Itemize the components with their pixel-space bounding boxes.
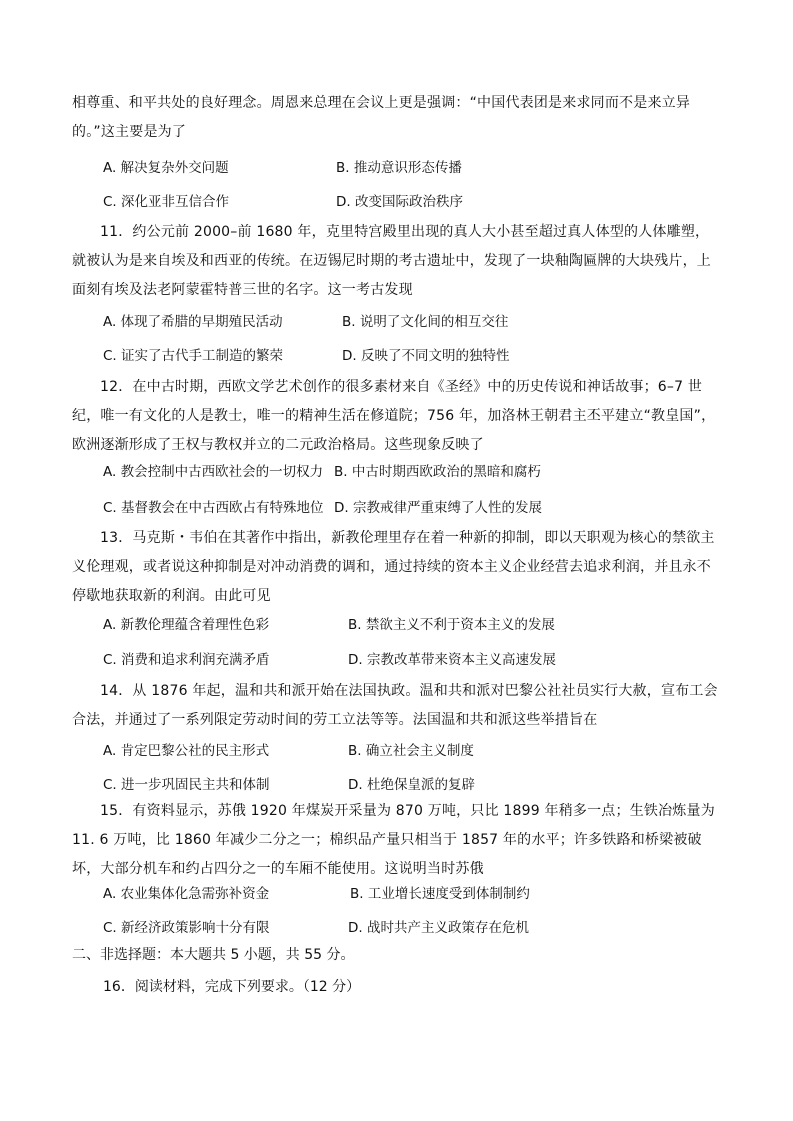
q15-option-d: D. 战时共产主义政策存在危机 bbox=[348, 920, 529, 936]
q12-option-b: B. 中古时期西欧政治的黑暗和腐朽 bbox=[334, 464, 541, 480]
q11-stem: 11．约公元前 2000–前 1680 年，克里特宫殿里出现的真人大小甚至超过真人体型的人体雕塑，就被认为是来自埃及和西亚的传统。在迈锡尼时期的考古遗址中，发现了一块釉陶匾牌的大块残片，上面刻有埃及法老阿蒙霍特普三世的名字。这一考古发现 bbox=[72, 224, 711, 298]
q12-option-a: A. 教会控制中古西欧社会的一切权力 bbox=[103, 464, 324, 480]
q12-option-c: C. 基督教会在中古西欧占有特殊地位 bbox=[103, 500, 324, 516]
q14-option-c: C. 进一步巩固民主共和体制 bbox=[103, 777, 270, 793]
q12-option-d: D. 宗教戒律严重束缚了人性的发展 bbox=[334, 500, 542, 516]
q12-stem: 12．在中古时期，西欧文学艺术创作的很多素材来自《圣经》中的历史传说和神话故事；6–7 世纪，唯一有文化的人是教士，唯一的精神生活在修道院；756 年，加洛林王朝君主丕平建立“教皇国”，欧洲逐渐形成了王权与教权并立的二元政治格局。这些现象反映了 bbox=[72, 379, 716, 453]
q11-option-b: B. 说明了文化间的相互交往 bbox=[342, 314, 509, 330]
q15-option-a: A. 农业集体化急需弥补资金 bbox=[103, 886, 270, 902]
q11-option-a: A. 体现了希腊的早期殖民活动 bbox=[103, 314, 283, 330]
q13-option-d: D. 宗教改革带来资本主义高速发展 bbox=[348, 652, 556, 668]
q10-stem: 相尊重、和平共处的良好理念。周恩来总理在会议上更是强调：“中国代表团是来求同而不是来立异的。”这主要是为了 bbox=[72, 95, 691, 140]
q11-option-c: C. 证实了古代手工制造的繁荣 bbox=[103, 348, 284, 364]
q14-option-a: A. 肯定巴黎公社的民主形式 bbox=[103, 743, 270, 759]
q13-option-c: C. 消费和追求利润充满矛盾 bbox=[103, 652, 270, 668]
q10-option-a: A. 解决复杂外交问题 bbox=[103, 160, 229, 176]
q14-option-b: B. 确立社会主义制度 bbox=[348, 743, 474, 759]
q15-stem: 15．有资料显示，苏俄 1920 年煤炭开采量为 870 万吨，只比 1899 年稍多一点；生铁冶炼量为 11. 6 万吨，比 1860 年减少二分之一；棉织品产量只相当于 1857 年的水平；许多铁路和桥梁被破坏，大部分机车和约占四分之一的车厢不能使用。这说明当时苏俄 bbox=[72, 803, 715, 877]
q10-option-b: B. 推动意识形态传播 bbox=[336, 160, 462, 176]
q13-stem: 13．马克斯・韦伯在其著作中指出，新教伦理里存在着一种新的抑制，即以天职观为核心的禁欲主义伦理观，或者说这种抑制是对冲动消费的调和，通过持续的资本主义企业经营去追求利润，并且永不停歇地获取新的利润。由此可见 bbox=[72, 530, 715, 604]
q13-option-b: B. 禁欲主义不利于资本主义的发展 bbox=[348, 617, 555, 633]
q14-option-d: D. 杜绝保皇派的复辟 bbox=[348, 777, 475, 793]
q15-option-c: C. 新经济政策影响十分有限 bbox=[103, 920, 270, 936]
q16-stem: 16．阅读材料，完成下列要求。（12 分） bbox=[103, 979, 361, 995]
q15-option-b: B. 工业增长速度受到体制制约 bbox=[350, 886, 530, 902]
q14-stem: 14．从 1876 年起，温和共和派开始在法国执政。温和共和派对巴黎公社社员实行大赦，宣布工会合法，并通过了一系列限定劳动时间的劳工立法等等。法国温和共和派这些举措旨在 bbox=[72, 683, 718, 728]
q13-option-a: A. 新教伦理蕴含着理性色彩 bbox=[103, 617, 270, 633]
q10-option-d: D. 改变国际政治秩序 bbox=[336, 194, 463, 210]
q10-option-c: C. 深化亚非互信合作 bbox=[103, 194, 230, 210]
section-heading-non-choice: 二、非选择题：本大题共 5 小题，共 55 分。 bbox=[72, 947, 355, 963]
q11-option-d: D. 反映了不同文明的独特性 bbox=[342, 348, 510, 364]
